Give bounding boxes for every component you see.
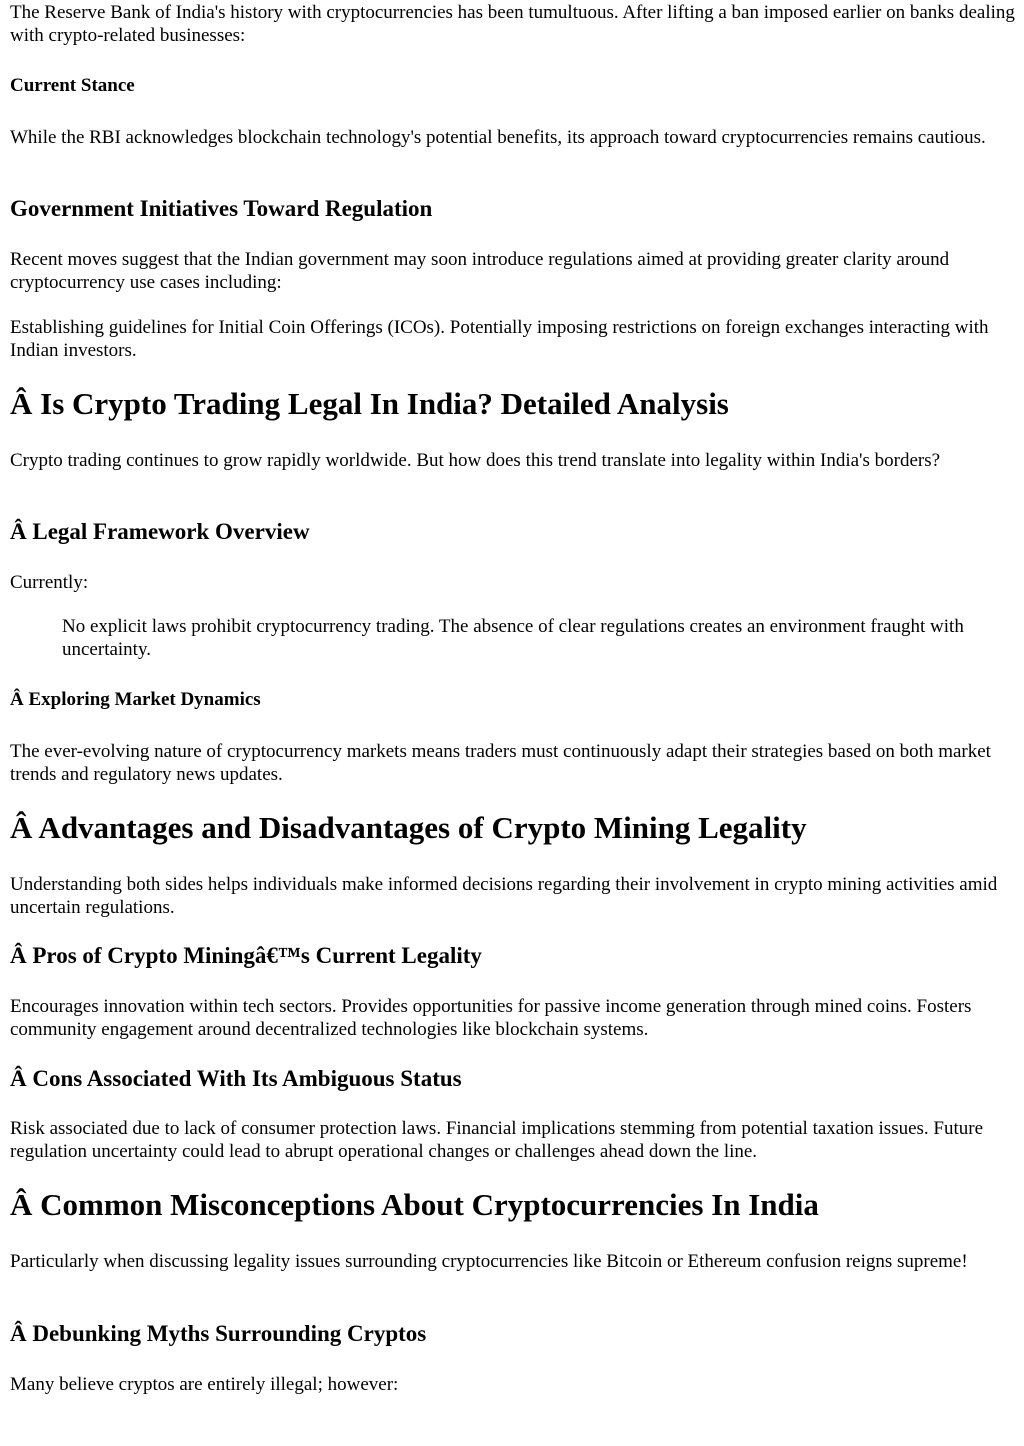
- market-dynamics-paragraph: The ever-evolving nature of cryptocurrency markets means traders must continuously adapt their strategies based on both market trends and regulatory news updates.: [10, 741, 991, 785]
- government-initiatives-paragraph: Recent moves suggest that the Indian government may soon introduce regulations aimed at providing greater clarity around cryptocurrency use cases including:: [10, 249, 950, 293]
- legal-analysis-heading: Â Is Crypto Trading Legal In India? Detailed Analysis: [10, 386, 729, 421]
- misconceptions-heading: Â Common Misconceptions About Cryptocurrencies In India: [10, 1187, 819, 1222]
- debunking-myths-heading: Â Debunking Myths Surrounding Cryptos: [10, 1321, 427, 1346]
- legal-framework-blockquote: No explicit laws prohibit cryptocurrency trading. The absence of clear regulations creates an environment fraught with uncertainty.: [62, 616, 964, 660]
- intro-paragraph: The Reserve Bank of India's history with cryptocurrencies has been tumultuous. After lifting a ban imposed earlier on banks dealing with crypto-related businesses:: [10, 2, 1015, 46]
- current-stance-heading: Current Stance: [10, 75, 135, 96]
- mining-legality-paragraph: Understanding both sides helps individuals make informed decisions regarding their involvement in crypto mining activities amid uncertain regulations.: [10, 874, 998, 918]
- mining-legality-heading: Â Advantages and Disadvantages of Crypto Mining Legality: [10, 810, 807, 845]
- legal-framework-paragraph: Currently:: [10, 572, 89, 593]
- debunking-myths-paragraph: Many believe cryptos are entirely illegal; however:: [10, 1374, 399, 1395]
- legal-framework-heading: Â Legal Framework Overview: [10, 519, 310, 544]
- pros-heading: Â Pros of Crypto Miningâ€™s Current Legality: [10, 943, 482, 968]
- current-stance-paragraph: While the RBI acknowledges blockchain technology's potential benefits, its approach toward cryptocurrencies remains cautious.: [10, 127, 986, 148]
- market-dynamics-heading: Â Exploring Market Dynamics: [10, 689, 261, 710]
- cons-paragraph: Risk associated due to lack of consumer protection laws. Financial implications stemming from potential taxation issues. Future regulation uncertainty could lead to abrupt operational changes or challenges ahead down the line.: [10, 1118, 984, 1162]
- government-initiatives-heading: Government Initiatives Toward Regulation: [10, 196, 433, 221]
- cons-heading: Â Cons Associated With Its Ambiguous Status: [10, 1066, 462, 1091]
- legal-analysis-paragraph: Crypto trading continues to grow rapidly worldwide. But how does this trend translate into legality within India's borders?: [10, 450, 941, 471]
- government-initiatives-list: Establishing guidelines for Initial Coin Offerings (ICOs). Potentially imposing restrictions on foreign exchanges interacting with Indian investors.: [10, 317, 989, 361]
- pros-paragraph: Encourages innovation within tech sectors. Provides opportunities for passive income generation through mined coins. Fosters community engagement around decentralized technologies like blockchain systems.: [10, 996, 972, 1040]
- misconceptions-paragraph: Particularly when discussing legality issues surrounding cryptocurrencies like Bitcoin or Ethereum confusion reigns supreme!: [10, 1251, 968, 1272]
